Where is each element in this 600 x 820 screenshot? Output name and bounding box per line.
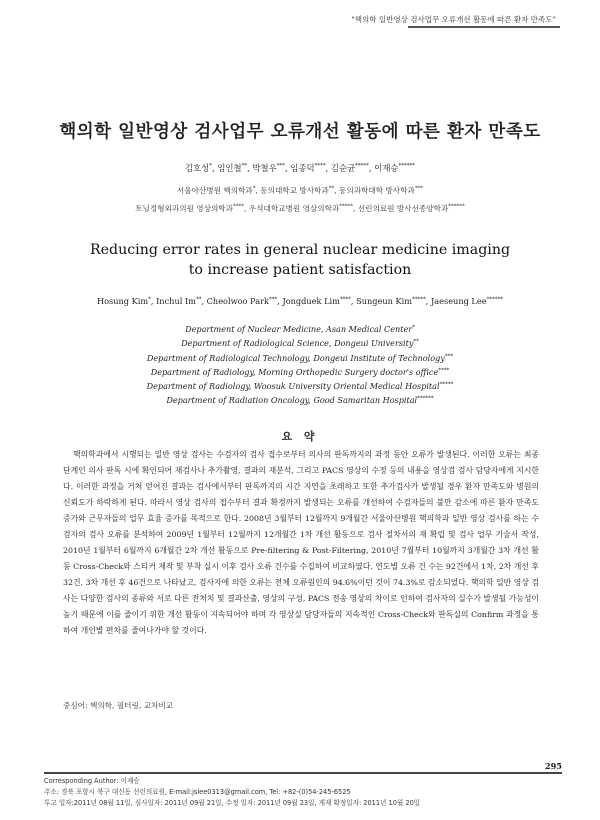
abstract-body: 핵의학과에서 시행되는 일반 영상 검사는 수검자의 검사 접수로부터 의사의 판독까지의 과정 동안 오류가 발생된다. 이러한 오류는 최종단계인 의사 판독 시에 확인되어 재검사나 추가촬영, 결과의 재분석, 그리고 PACS 영상의 수정 등의 내용을 영상검 검사 담당자에게 지시한다. 이러한 과정을 거쳐 얻어진 결과는 검사에서부터 판독까지의 시간 지연을 초래하고 또한 추가검사가 발생될 경우 환자 만족도와 병원의 신뢰도가 하락하게 된다. 따라서 영상 검사의 접수부터 결과 확정까지 발생되는 오류를 개선하여 수검자들의 불만 감소에 따른 환자 만족도 증가와 근무자들의 업무 효율 증가를 목적으로 한다. 2008년 3월부터 12월까지 9개월간 서울아산병원 핵의학과 일반 영상 검사를 하는 수검자의 검사 오류를 분석하여 2009년 1월부터 12월까지 12개월간 1차 개선 활동으로 검사 절차서의 재 확립 및 검사 업무 기술서 작성, 2010년 1월부터 6월까지 6개월간 2차 개선 활동으로 Pre-filtering & Post-Filtering, 2010년 7월부터 10월까지 3개월간 3차 개선 활동 Cross-Check와 스티커 제작 및 부착 실시 이후 검사 오류 건수를 수집하여 비교하였다. 연도별 오류 건 수는 92건에서 1차, 2차 개선 후 32건, 3차 개선 후 46건으로 나타났고, 검사자에 의한 오류는 전체 오류원인의 94.6%이던 것이 74.3%로 감소되었다. 핵의학 일반 영상 검사는 다양한 검사의 종류와 서로 다른 전처치 및 결과산출, 영상의 구성, PACS 전송 영상의 차이로 인하여 검사자의 실수가 발생될 가능성이 높기 때문에 이를 줄이기 위한 개선 활동이 지속되어야 하며 각 영상실 담당자들의 지속적인 Cross-Check와 판독실의 Confirm 과정을 통하여 개인별 편차를 줄여나가야 할 것이다. (63, 450, 539, 635)
footer-address: 주소: 경북 포항시 북구 대신동 선린의료원, E-mail:jslee0313@gmail.com, Tel: +82-(0)54-245-6525 (44, 788, 351, 796)
keywords: 중심어: 핵의학, 필터링, 교차비교 (63, 701, 173, 710)
affiliation-marker: ***** (439, 381, 454, 388)
affiliation: Department of Radiological Science, Dongeui University** (181, 338, 419, 349)
affiliation: Department of Radiological Technology, Dongeui Institute of Technology*** (146, 352, 454, 363)
author-name: 박철우*** (252, 163, 285, 173)
author-name: Sungeun Kim***** (356, 296, 426, 306)
affiliation-marker: * (412, 324, 415, 331)
affiliation-marker: ***** (339, 203, 354, 210)
affiliation-marker: **** (438, 367, 450, 374)
affiliation-marker: * (209, 163, 212, 170)
affiliation-line (0, 365, 600, 379)
header-rule (408, 26, 560, 28)
footer-corresponding-author: Corresponding Author: 이재승 (44, 777, 140, 785)
affiliation-marker: *** (444, 352, 454, 359)
affiliation: 토닝정형외과의원 영상의학과**** (135, 203, 244, 213)
affiliation-marker: **** (232, 203, 244, 210)
affiliation: 동의과학대학 방사학과*** (339, 185, 424, 195)
author-name: 임종덕**** (290, 163, 326, 173)
footer-rule (44, 772, 562, 774)
affiliations-english (0, 322, 600, 408)
affiliation-marker: ** (413, 338, 419, 345)
author-name: 임인철** (217, 163, 248, 173)
abstract-heading: 요 약 (281, 430, 319, 443)
affiliation-marker: ****** (417, 395, 434, 402)
author-name: Cheolwoo Park*** (206, 296, 278, 306)
affiliation-marker: ** (241, 163, 248, 170)
title-english-line-2: to increase patient satisfaction (188, 262, 412, 278)
affiliation-line (0, 393, 600, 407)
author-name: Hosung Kim* (96, 296, 151, 306)
affiliation: Department of Radiology, Morning Orthopedic Surgery doctor's office**** (150, 366, 450, 377)
author-name: Jongduek Lim**** (282, 296, 351, 306)
running-head: "핵의학 일반영상 검사업무 오류개선 활동에 따른 환자 만족도" (351, 15, 556, 24)
author-name: 김호성* (184, 163, 212, 173)
affiliation-marker: *** (276, 163, 285, 170)
affiliations-korean-line-1: 서울아산병원 핵의학과*, 동의대학교 방사학과**, 동의과학대학 방사학과*** (176, 185, 424, 195)
affiliation-marker: ***** (412, 296, 426, 303)
affiliation-marker: **** (314, 163, 326, 170)
affiliation-marker: ****** (486, 296, 504, 303)
author-name: Inchul Im** (156, 296, 202, 306)
affiliation-marker: * (252, 185, 256, 192)
title-korean: 핵의학 일반영상 검사업무 오류개선 활동에 따른 환자 만족도 (59, 122, 541, 142)
title-english (0, 240, 600, 280)
affiliation-marker: * (148, 296, 151, 303)
affiliation-marker: ***** (355, 163, 369, 170)
footer (44, 776, 564, 809)
affiliation: Department of Nuclear Medicine, Asan Medical Center* (185, 324, 415, 334)
affiliation-marker: ****** (398, 163, 416, 170)
affiliation-marker: **** (339, 296, 351, 303)
affiliation-line (0, 336, 600, 350)
affiliation: Department of Radiation Oncology, Good Samaritan Hospital****** (166, 395, 434, 406)
affiliation: Department of Radiology, Woosuk University Oriental Medical Hospital***** (146, 381, 454, 392)
title-english-line-1: Reducing error rates in general nuclear medicine imaging (89, 242, 511, 258)
affiliation: 서울아산병원 핵의학과* (176, 185, 256, 195)
affiliation-marker: *** (268, 296, 278, 303)
author-name: 이재승****** (374, 163, 416, 173)
affiliation: 우석대학교병원 영상의학과***** (248, 203, 354, 213)
affiliation: 선린의료원 방사선종양학과****** (357, 203, 465, 213)
author-name: Jaeseung Lee****** (430, 296, 504, 306)
affiliation-marker: *** (414, 185, 424, 192)
affiliation-marker: ****** (448, 203, 465, 210)
authors-english: Hosung Kim*, Inchul Im**, Cheolwoo Park***, Jongduek Lim****, Sungeun Kim*****, Jaeseung Lee****** (96, 296, 504, 306)
authors-korean: 김호성*, 임인철**, 박철우***, 임종덕****, 김순균*****, 이재승****** (184, 163, 416, 173)
affiliation: 동의대학교 방사학과** (260, 185, 335, 195)
affiliation-marker: ** (328, 185, 335, 192)
affiliation-line (0, 322, 600, 336)
affiliation-marker: ** (195, 296, 202, 303)
author-name: 김순균***** (330, 163, 369, 173)
affiliations-korean-line-2: 토닝정형외과의원 영상의학과****, 우석대학교병원 영상의학과*****, 선린의료원 방사선종양학과****** (135, 203, 465, 213)
footer-dates: 투고 일자:2011년 08월 11일, 심사일자: 2011년 09월 21일, 수정 일자: 2011년 09월 23일, 게재 확정일자: 2011년 10월 20일 (44, 799, 421, 807)
page-number: 295 (544, 761, 562, 771)
affiliation-line (0, 351, 600, 365)
affiliation-line (0, 379, 600, 393)
